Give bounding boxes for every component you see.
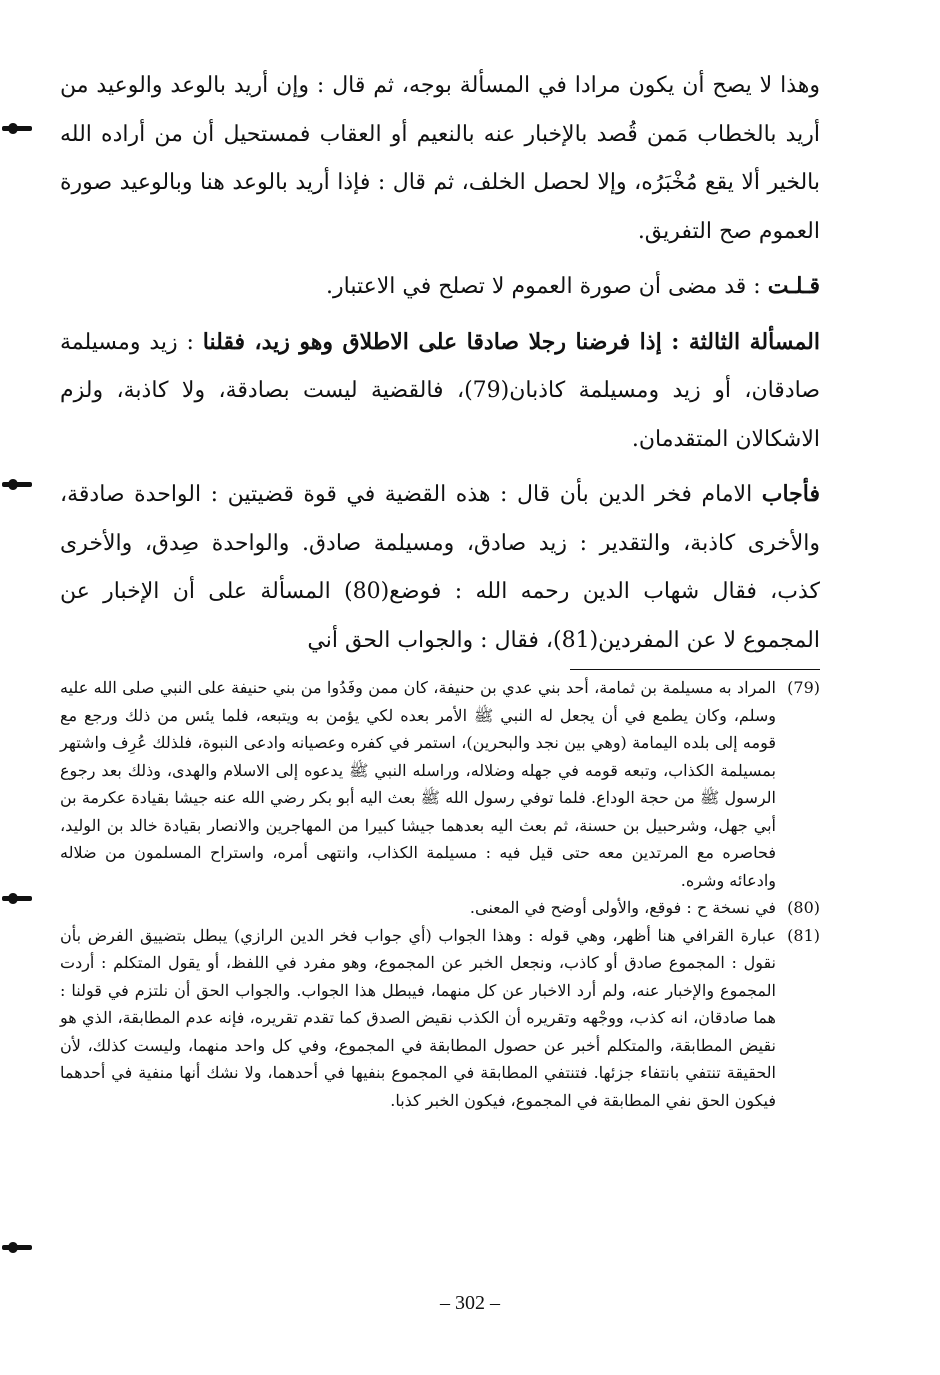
bold-heading: المسألة الثالثة : إذا فرضنا رجلا صادقا على الاطلاق وهو زيد، فقلنا: [202, 328, 820, 355]
margin-mark: [2, 1245, 32, 1250]
footnotes: [60, 674, 820, 1114]
paragraph: [60, 470, 820, 665]
footnote-text: في نسخة ح : فوقع، والأولى أوضح في المعنى.: [469, 898, 776, 917]
footnote: [60, 894, 820, 922]
paragraph: [60, 262, 820, 312]
bold-heading: قـلـت: [767, 273, 820, 299]
page-body: [60, 62, 820, 1114]
paragraph: [60, 318, 820, 465]
paragraph-text: وهذا لا يصح أن يكون مرادا في المسألة بوجه، ثم قال : وإن أريد بالوعد والوعيد من أريد بالخطاب مَمن قُصد بالإخبار عنه بالنعيم أو العقاب فمستحيل أن من أراده الله بالخير ألا يقع مُخْبَرُه، وإلا لحصل الخلف، ثم قال : فإذا أريد بالوعد هنا وبالوعيد صورة العموم صح التفريق.: [60, 73, 820, 244]
paragraph-text: الامام فخر الدين بأن قال : هذه القضية في قوة قضيتين : الواحدة صادقة، والأخرى كاذبة، والتقدير : زيد صادق، ومسيلمة صادق. والواحدة صِدق، والأخرى كذب، فقال شهاب الدين رحمه الله : فوضع(80) المسألة على أن الإخبار عن المجموع لا عن المفردين(81)، فقال : والجواب الحق أني: [60, 482, 820, 653]
footnote-number: (79): [787, 678, 820, 697]
paragraph-text: : زيد ومسيلمة صادقان، أو زيد ومسيلمة كاذبان(79)، فالقضية ليست بصادقة، ولا كاذبة، ولزم الاشكالان المتقدمان.: [60, 329, 821, 452]
footnote: [60, 674, 820, 894]
footnote-number: (81): [787, 925, 820, 945]
margin-mark: [2, 126, 32, 131]
footnote-number: (80): [787, 898, 820, 917]
page-number: – 302 –: [440, 1292, 500, 1314]
margin-mark: [2, 482, 32, 487]
footnote-text: عبارة القرافي هنا أظهر، وهي قوله : وهذا الجواب (أي جواب فخر الدين الرازي) يبطل بتضييق الفرض بأن نقول : المجموع صادق أو كاذب، ونجعل الخبر عن المجموع، وهو مفرد في اللفظ، أو يقول المتكلم : أردت المجموع والإخبار عنه، ولم أرد الاخبار عن كل منهما، فيبطل هذا الجواب. والجواب الحق أن نلتزم في قولنا : هما صادقان، انه كذب، ووجْهه وتقريره أن الكذب نقيض الصدق كما تقدم تقريره، فإنه عدم المطابقة، الذي هو نقيض المطابقة، والمتكلم أخبر عن حصول المطابقة في المجموع، وفي كل واحد منهما، وليست كذلك، لأن الحقيقة تنتفي بانتفاء جزئها. فتنتفي المطابقة في المجموع بنفيها في أحدهما، ولا نشك أنها منفية في أحدهما فيكون الحق نفي المطابقة في المجموع، فيكون الخبر كذبا.: [60, 925, 777, 1110]
margin-mark: [2, 896, 32, 901]
main-text: [60, 62, 820, 665]
footnote: [60, 922, 820, 1115]
paragraph-text: : قد مضى أن صورة العموم لا تصلح في الاعتبار.: [326, 274, 768, 299]
footnote-text: المراد به مسيلمة بن ثمامة، أحد بني عدي بن حنيفة، كان ممن وفَدُوا من بني حنيفة على النبي صلى الله عليه وسلم، وكان يطمع في أن يجعل له النبي ﷺ الأمر بعده لكي يؤمن به ويتبعه، فلما يئس من ذلك ورجع مع قومه إلى بلده اليمامة (وهي بين نجد والبحرين)، استمر في كفره وعصيانه وادعى النبوة، فلذلك عُرِف واشتهر بمسيلمة الكذاب، وتبعه قومه في جهله وضلاله، وراسله النبي ﷺ يدعوه إلى الاسلام والهدى، وذلك بعد رجوع الرسول ﷺ من حجة الوداع. فلما توفي رسول الله ﷺ بعث اليه أبو بكر رضي الله عنه جيشا بقيادة عكرمة بن أبي جهل، وشرحبيل بن حسنة، ثم بعث اليه بعدهما جيشا كبيرا من المهاجرين والانصار بقيادة خالد بن الوليد، فحاصره مع المرتدين معه حتى قيل فيه : مسيلمة الكذاب، وانتهى أمره، واستراح المسلمون من ضلاله وادعائه وشره.: [60, 678, 777, 890]
footnote-divider: [570, 669, 820, 670]
bold-heading: فأجاب: [761, 481, 820, 507]
paragraph: [60, 62, 820, 256]
